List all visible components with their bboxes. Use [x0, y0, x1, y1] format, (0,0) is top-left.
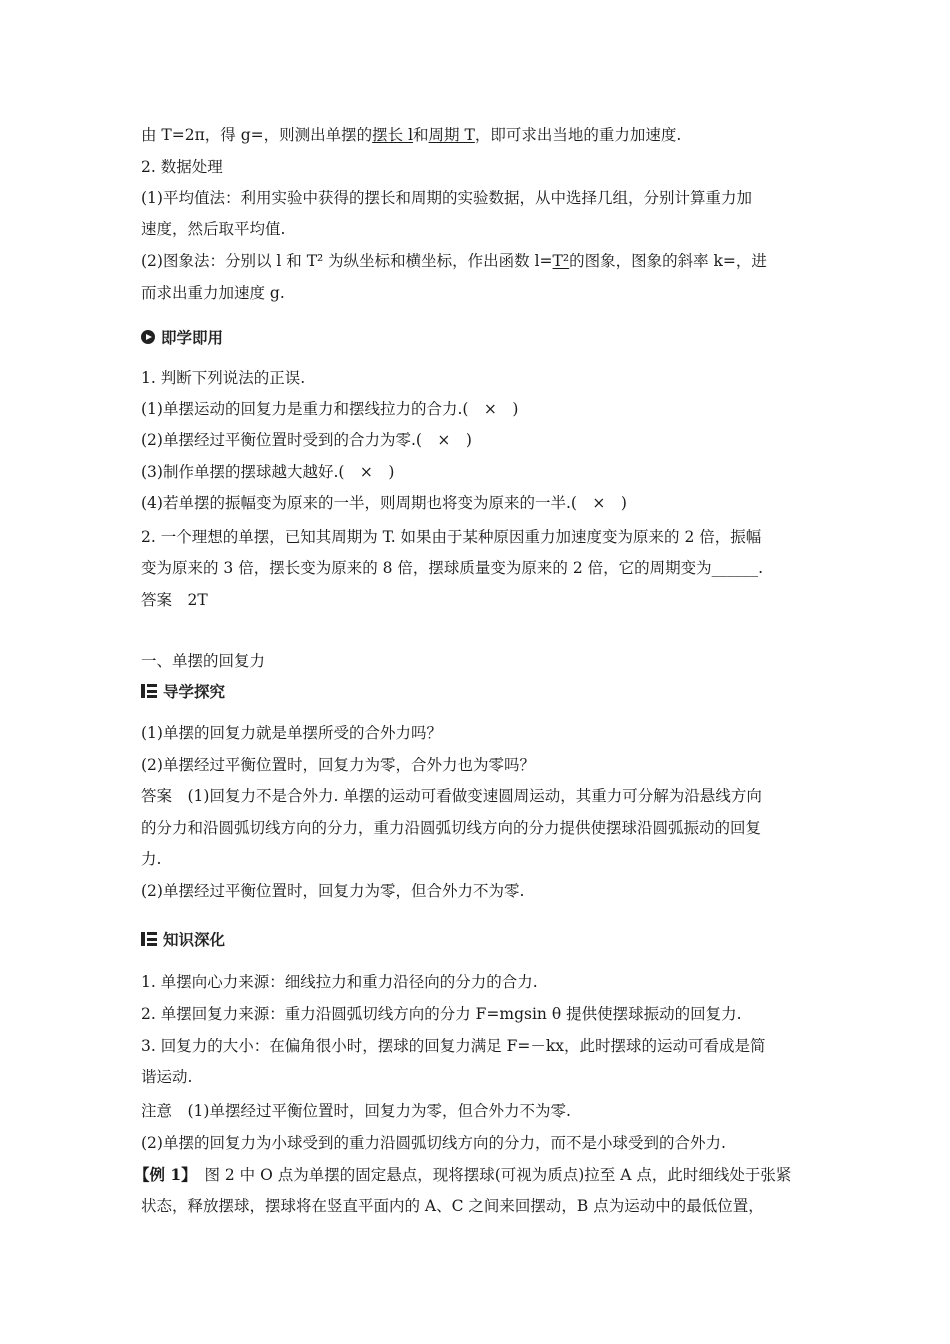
- example-label: 【例 1】: [134, 1165, 189, 1184]
- text-line: 答案 (1)回复力不是合外力. 单摆的运动可看做变速圆周运动，其重力可分解为沿悬线方向: [141, 787, 762, 805]
- text-line: 2. 数据处理: [141, 158, 223, 176]
- text-line: [141, 124, 681, 146]
- underlined-answer: 周期 T: [428, 126, 475, 144]
- text-line: 1. 单摆向心力来源：细线拉力和重力沿径向的分力的合力.: [141, 973, 538, 991]
- section-title: 即学即用: [161, 329, 224, 347]
- text-line: 状态，释放摆球，摆球将在竖直平面内的 A、C 之间来回摆动，B 点为运动中的最低位置，: [141, 1197, 764, 1215]
- section-bars-icon: [141, 932, 157, 946]
- text-line: 的分力和沿圆弧切线方向的分力，重力沿圆弧切线方向的分力提供使摆球沿圆弧振动的回复: [141, 819, 762, 837]
- section-bars-icon: [141, 684, 157, 698]
- part-title: 一、单摆的回复力: [141, 652, 266, 670]
- text-line: 而求出重力加速度 g.: [141, 284, 285, 302]
- text-line: 变为原来的 3 倍，摆长变为原来的 8 倍，摆球质量变为原来的 2 倍，它的周期变为______.: [141, 559, 764, 577]
- text-span: 图 2 中 O 点为单摆的固定悬点，现将摆球(可视为质点)拉至 A 点，此时细线处于张紧: [188, 1166, 792, 1184]
- text-line: 2. 单摆回复力来源：重力沿圆弧切线方向的分力 F=mgsin θ 提供使摆球振动的回复力.: [141, 1005, 742, 1023]
- text-line: (4)若单摆的振幅变为原来的一半，则周期也将变为原来的一半.( × ): [141, 494, 627, 512]
- text-line: (3)制作单摆的摆球越大越好.( × ): [141, 463, 395, 481]
- answer-line: 答案 2T: [141, 591, 208, 609]
- section-heading-practice: [141, 326, 223, 348]
- text-span: (2)图象法：分别以 l 和 T² 为纵坐标和横坐标，作出函数 l=: [141, 252, 553, 270]
- text-line: (2)单摆经过平衡位置时，回复力为零，但合外力不为零.: [141, 882, 525, 900]
- text-line: (2)单摆经过平衡位置时，回复力为零，合外力也为零吗？: [141, 756, 535, 774]
- text-line: [141, 250, 767, 272]
- text-span: 的图象，图象的斜率 k=，进: [569, 252, 767, 270]
- text-line: 速度，然后取平均值.: [141, 220, 286, 238]
- text-line: (2)单摆的回复力为小球受到的重力沿圆弧切线方向的分力，而不是小球受到的合外力.: [141, 1134, 726, 1152]
- text-span: 由 T=2π，得 g=，则测出单摆的: [141, 126, 373, 144]
- text-line: (1)平均值法：利用实验中获得的摆长和周期的实验数据，从中选择几组，分别计算重力加: [141, 189, 752, 207]
- text-line: 力.: [141, 850, 162, 868]
- text-span: ，即可求出当地的重力加速度.: [474, 126, 682, 144]
- text-span: 和: [413, 126, 429, 144]
- underlined-answer: T²: [552, 252, 570, 270]
- text-line: 谐运动.: [141, 1068, 193, 1086]
- text-line: (1)单摆的回复力就是单摆所受的合外力吗？: [141, 724, 442, 742]
- text-line: 1. 判断下列说法的正误.: [141, 369, 306, 387]
- underlined-answer: 摆长 l: [372, 126, 414, 144]
- text-line: (1)单摆运动的回复力是重力和摆线拉力的合力.( × ): [141, 400, 519, 418]
- section-title: 知识深化: [163, 931, 226, 949]
- text-line: (2)单摆经过平衡位置时受到的合力为零.( × ): [141, 431, 472, 449]
- section-heading-deepen: [141, 928, 225, 950]
- section-title: 导学探究: [163, 683, 226, 701]
- text-line: 3. 回复力的大小：在偏角很小时，摆球的回复力满足 F=－kx，此时摆球的运动可看成是简: [141, 1037, 766, 1055]
- text-line: [134, 1164, 791, 1186]
- text-line: 注意 (1)单摆经过平衡位置时，回复力为零，但合外力不为零.: [141, 1102, 571, 1120]
- section-heading-guided: [141, 680, 225, 702]
- play-icon: [141, 330, 155, 344]
- text-line: 2. 一个理想的单摆，已知其周期为 T. 如果由于某种原因重力加速度变为原来的 2 倍，振幅: [141, 528, 762, 546]
